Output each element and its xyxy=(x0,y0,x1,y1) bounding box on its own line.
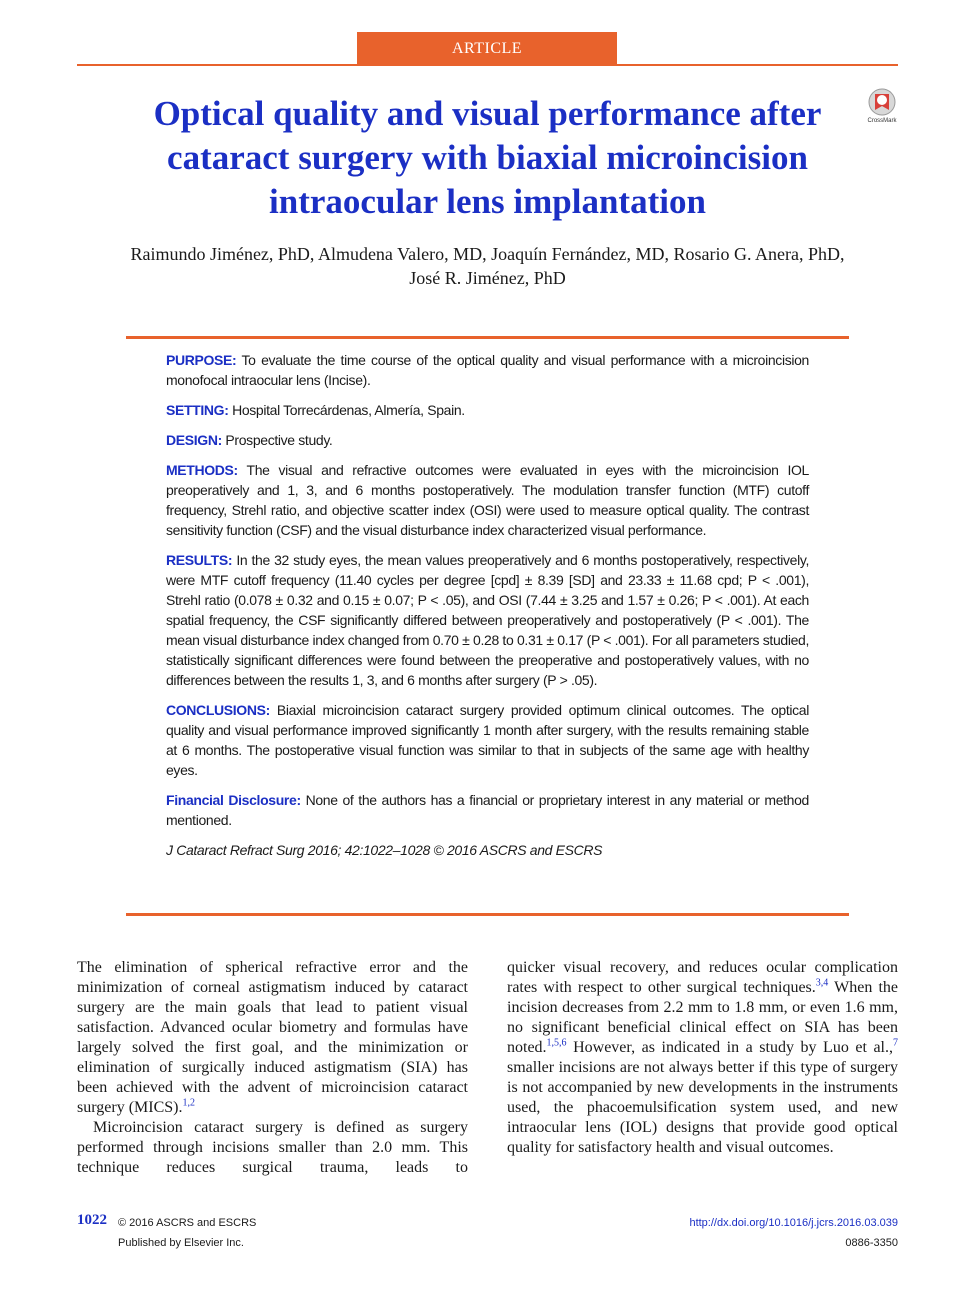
crossmark-label: CrossMark xyxy=(867,118,897,124)
reference-link[interactable]: 1,5,6 xyxy=(546,1037,567,1049)
journal-citation: J Cataract Refract Surg 2016; 42:1022–1028 © 2016 ASCRS and ESCRS xyxy=(166,842,603,858)
abstract-rule-bottom xyxy=(126,913,849,916)
body-column-right xyxy=(507,958,898,1158)
results-text: In the 32 study eyes, the mean values preoperatively and 6 months postoperatively, respectively, were MTF cutoff frequency (11.40 cycles per degree [cpd] ± 8.39 [SD] and 23.33 ± 11.68 cpd; P < .001), Strehl ratio (0.078 ± 0.32 and 0.15 ± 0.07; P < .05), and OSI (7.44 ± 3.25 and 1.57 ± 0.26; P < .001). At each spatial frequency, the CSF significantly differed between preoperatively and postoperatively (P < .001). The mean visual disturbance index changed from 0.70 ± 0.28 to 0.31 ± 0.17 (P < .001). For all parameters studied, statistically significant differences were found between the preoperative and postoperatively values, with no differences between the results 1, 3, and 6 months after surgery (P > .05). xyxy=(166,552,809,688)
author-list xyxy=(80,242,895,290)
authors-line-1: Raimundo Jiménez, PhD, Almudena Valero, MD, Joaquín Fernández, MD, Rosario G. Anera, PhD, xyxy=(130,244,845,264)
methods-label: METHODS: xyxy=(166,462,238,478)
body-paragraph-1-text: The elimination of spherical refractive error and the minimization of corneal astigmatism induced by cataract surgery are the main goals that lead to patient visual satisfaction. Advanced ocular biometry and formulas have largely solved the first goal, and the minimization or elimination of surgically induced astigmatism (SIA) has been achieved with the advent of microincision cataract surgery (MICS). xyxy=(77,959,468,1116)
body-text-c: However, as indicated in a study by Luo et al., xyxy=(566,1039,893,1056)
article-title: Optical quality and visual performance after cataract surgery with biaxial microincision intraocular lens implantation xyxy=(153,94,822,221)
footer-publisher: Published by Elsevier Inc. xyxy=(118,1237,244,1249)
design-label: DESIGN: xyxy=(166,432,222,448)
purpose-label: PURPOSE: xyxy=(166,352,237,368)
setting-label: SETTING: xyxy=(166,402,229,418)
reference-link[interactable]: 1,2 xyxy=(182,1097,195,1109)
abstract-conclusions xyxy=(166,700,809,780)
abstract-setting xyxy=(166,400,809,420)
body-text-a: quicker visual recovery, and reduces ocular complication rates with respect to other surgical techniques. xyxy=(507,959,898,996)
crossmark-icon xyxy=(864,88,900,120)
issn: 0886-3350 xyxy=(845,1237,898,1249)
abstract-methods xyxy=(166,460,809,540)
results-label: RESULTS: xyxy=(166,552,233,568)
authors-line-2: José R. Jiménez, PhD xyxy=(409,268,566,288)
design-text: Prospective study. xyxy=(221,432,333,448)
body-paragraph-2-continued xyxy=(507,958,898,1158)
body-paragraph-2: Microincision cataract surgery is defined as surgery performed through incisions smaller than 2.0 mm. This technique reduces surgical trauma, leads to xyxy=(77,1119,468,1176)
body-text-d: smaller incisions are not always better if this type of surgery is not accompanied by new developments in the instruments used, the phacoemulsification system used, and new intraocular lens (IOL) designs that provide good optical quality for satisfactory health and visual outcomes. xyxy=(507,1059,898,1156)
doi-link[interactable]: http://dx.doi.org/10.1016/j.jcrs.2016.03.039 xyxy=(689,1217,898,1229)
reference-link[interactable]: 3,4 xyxy=(815,977,829,989)
disclosure-label: Financial Disclosure: xyxy=(166,792,301,808)
page-number: 1022 xyxy=(77,1212,107,1228)
conclusions-text: Biaxial microincision cataract surgery provided optimum clinical outcomes. The optical quality and visual performance improved significantly 1 month after surgery, with the results remaining stable at 6 months. The postoperative visual function was similar to that in subjects of the same age with healthy eyes. xyxy=(166,702,809,778)
crossmark-badge[interactable] xyxy=(864,88,900,128)
purpose-text: To evaluate the time course of the optical quality and visual performance with a microincision monofocal intraocular lens (Incise). xyxy=(166,352,809,388)
conclusions-label: CONCLUSIONS: xyxy=(166,702,270,718)
article-type-tag: ARTICLE xyxy=(357,32,617,65)
setting-text: Hospital Torrecárdenas, Almería, Spain. xyxy=(228,402,465,418)
disclosure-text: None of the authors has a financial or proprietary interest in any material or method mentioned. xyxy=(166,792,809,828)
reference-link[interactable]: 7 xyxy=(893,1037,898,1049)
abstract-disclosure xyxy=(166,790,809,830)
abstract-rule-top xyxy=(126,336,849,339)
body-column-left xyxy=(77,958,468,1178)
abstract xyxy=(166,350,809,870)
abstract-purpose xyxy=(166,350,809,390)
methods-text: The visual and refractive outcomes were evaluated in eyes with the microincision IOL preoperatively and 1, 3, and 6 months postoperatively. The modulation transfer function (MTF) cutoff frequency, Strehl ratio, and objective scatter index (OSI) were used to measure optical quality. The contrast sensitivity function (CSF) and the visual disturbance index characterized visual performance. xyxy=(166,462,809,538)
abstract-results xyxy=(166,550,809,690)
body-text-b: When the incision decreases from 2.2 mm to 1.8 mm, or even 1.6 mm, no significant beneficial clinical effect on SIA has been noted. xyxy=(507,979,898,1056)
footer-copyright: © 2016 ASCRS and ESCRS xyxy=(118,1217,257,1229)
abstract-design xyxy=(166,430,809,450)
body-paragraph-1 xyxy=(77,958,468,1118)
